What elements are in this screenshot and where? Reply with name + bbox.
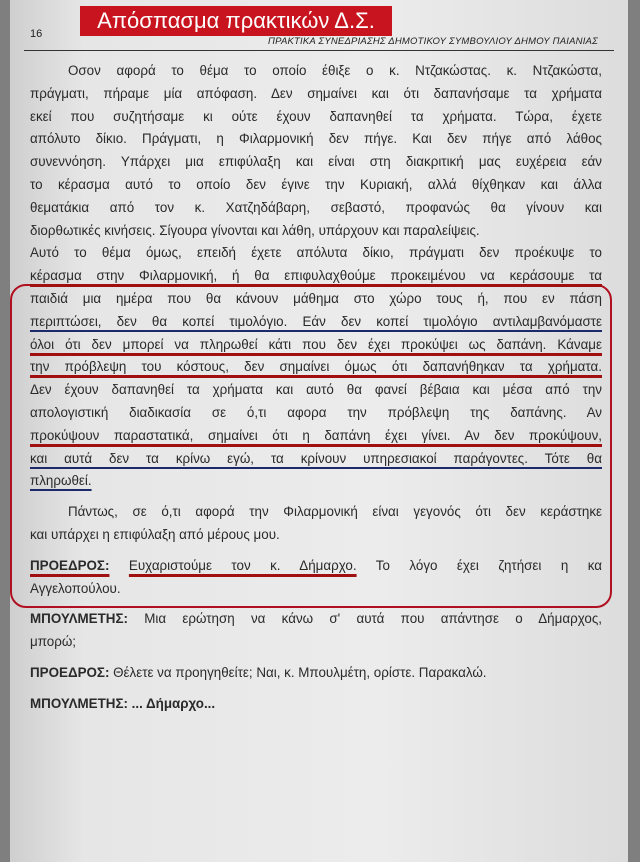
boxed-line-underlined: προκύψουν παραστατικά, σημαίνει ότι η δαπάνη έχει γίνει. Αν δεν προκύψουν,	[30, 427, 602, 443]
boxed-line-underlined: και αυτά δεν τα κρίνω εγώ, τα κρίνουν υπηρεσιακοί παράγοντες. Τότε θα	[30, 450, 602, 466]
speaker-line: ΜΠΟΥΛΜΕΤΗΣ: Μια ερώτηση να κάνω σ' αυτά που απάντησε ο Δήμαρχος,	[30, 611, 602, 627]
text-line: και υπάρχει η επιφύλαξη από μέρους μου.	[30, 526, 280, 542]
text-line: απόλυτο δίκιο. Πράγματι, η Φιλαρμονική δεν πήγε. Και δεν πήγε από λάθος	[30, 131, 602, 147]
speaker-line: ΠΡΟΕΔΡΟΣ: Ευχαριστούμε τον κ. Δήμαρχο. Το λόγο έχει ζητήσει η κα	[30, 557, 602, 573]
boxed-line: απολογιστική διαδικασία σε ό,τι αφορα την πρόβλεψη της δαπάνης. Αν	[30, 404, 602, 420]
text-line: Αγγελοπούλου.	[30, 580, 121, 596]
title-banner: Απόσπασμα πρακτικών Δ.Σ.	[80, 6, 392, 36]
cutoff-line: ΜΠΟΥΛΜΕΤΗΣ: ... Δήμαρχο...	[30, 695, 216, 711]
text-line: εκεί που συζητήσαμε κι ούτε έχουν δαπανηθεί τα χρήματα. Τώρα, έχετε	[30, 108, 602, 124]
text-line: μπορώ;	[30, 634, 77, 650]
boxed-line-underlined: περιπτώσει, δεν θα κοπεί τιμολόγιο. Εάν δεν κοπεί τιμολόγιο αντιλαμβανόμαστε	[30, 313, 602, 329]
document-body	[30, 60, 602, 716]
speaker-line: ΠΡΟΕΔΡΟΣ: Θέλετε να προηγηθείτε; Ναι, κ. Μπουλμέτη, ορίστε. Παρακαλώ.	[30, 664, 487, 680]
text-line: Πάντως, σε ό,τι αφορά την Φιλαρμονική είναι γεγονός ότι δεν κεράστηκε	[68, 504, 602, 520]
text-line: συνεννόηση. Υπάρχει μια επιφύλαξη και είναι στη διακριτική μας ευχέρεια εάν	[30, 154, 602, 170]
speaker-name: ΜΠΟΥΛΜΕΤΗΣ:	[30, 611, 128, 627]
page-number: 16	[30, 28, 43, 40]
document-page	[10, 0, 628, 862]
text-line: Οσον αφορά το θέμα το οποίο έθιξε ο κ. Ντζακώστας. κ. Ντζακώστα,	[68, 63, 602, 78]
header-rule	[24, 50, 614, 51]
boxed-line-underlined: όλοι ότι δεν μπορεί να πληρωθεί κάτι που δεν έχει προκύψει ως δαπάνη. Κάναμε	[30, 336, 602, 352]
text-line: θεματάκια από τον κ. Χατζηδάβαρη, σεβαστό, προφανώς θα γίνουν και	[30, 199, 602, 215]
boxed-line: Δεν έχουν δαπανηθεί τα χρήματα και αυτό θα φανεί βέβαια και μέσα από την	[30, 382, 602, 398]
running-header: ΠΡΑΚΤΙΚΑ ΣΥΝΕΔΡΙΑΣΗΣ ΔΗΜΟΤΙΚΟΥ ΣΥΜΒΟΥΛΙΟΥ ΔΗΜΟΥ ΠΑΙΑΝΙΑΣ	[268, 36, 598, 47]
boxed-line-underlined: την πρόβλεψη του κόστους, δεν σημαίνει όμως ότι δαπανήθηκαν τα χρήματα.	[30, 359, 602, 375]
text-line: το κέρασμα αυτό το οποίο δεν έγινε την Κυριακή, αλλά θίχθηκαν και άλλα	[30, 176, 602, 192]
boxed-line: παιδιά μια ημέρα που θα κάνουν μάθημα στο χώρο τους ή, που εν πάση	[30, 290, 602, 306]
text-line: πράγματι, πήραμε μία απόφαση. Δεν σημαίνει και ότι δαπανήσαμε τα χρήματα	[30, 85, 602, 101]
boxed-line: Αυτό το θέμα όμως, επειδή έχετε απόλυτα δίκιο, πράγματι δεν προέκυψε το	[30, 245, 602, 261]
boxed-line-underlined: κέρασμα στην Φιλαρμονική, ή θα επιφυλαχθούμε προκειμένου να κεράσουμε τα	[30, 268, 602, 284]
speaker-name: ΠΡΟΕΔΡΟΣ:	[30, 664, 110, 680]
text-line: διορθωτικές κινήσεις. Σίγουρα γίνονται και λάθη, υπάρχουν και παραλείψεις.	[30, 222, 480, 238]
boxed-line-underlined: πληρωθεί.	[30, 473, 92, 489]
speaker-name: ΠΡΟΕΔΡΟΣ:	[30, 557, 110, 573]
